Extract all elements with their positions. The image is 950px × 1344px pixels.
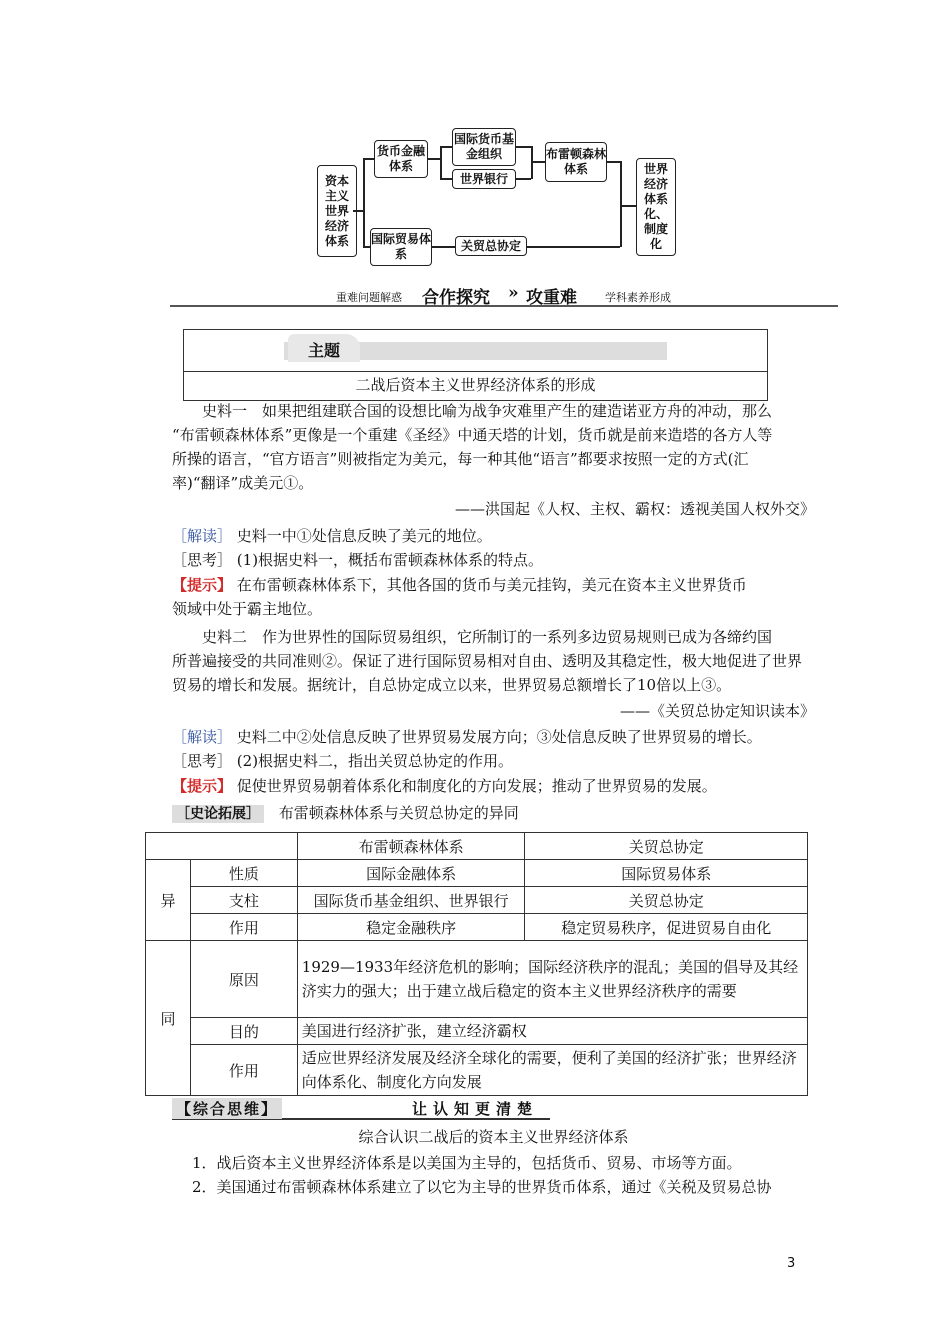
source2-line-1: 史料二 作为世界性的国际贸易组织，它所制订的一系列多边贸易规则已成为各缔约国 [202,628,773,646]
table-cell: 适应世界经济发展及经济全球化的需要，便利了美国的经济扩张；世界经济向体系化、制度化方向发展 [297,1045,807,1096]
table-cell: 支柱 [190,887,297,914]
synthesis-heading [172,1098,550,1120]
diagram-gatt-box: 关贸总协定 [455,236,527,256]
theme-box [183,329,768,401]
table-row [146,887,808,914]
table-cell: 稳定贸易秩序，促进贸易自由化 [525,914,808,941]
source2-think-tag: ［思考］ [172,752,233,770]
diagram-imf-box: 国际货币基金组织 [452,128,516,166]
theme-tab [288,334,360,362]
theme-label: 主题 [308,341,341,360]
banner-arrow: » [508,283,519,303]
source1-interpret-tag: ［解读］ [172,527,233,545]
table-header: 关贸总协定 [525,833,808,860]
banner-main-right: 攻重难 [526,288,577,308]
table-cell: 性质 [190,860,297,887]
source1-line-3: 所操的语言，“官方语言”则被指定为美元，每一种其他“语言”都要求按照一定的方式(汇 [172,450,749,468]
source1-think [172,549,815,572]
synthesis-title: 综合认识二战后的资本主义世界经济体系 [358,1128,629,1146]
source2-citation: ——《关贸总协定知识读本》 [619,702,815,720]
source1-line-2: “布雷顿森林体系”更像是一个重建《圣经》中通天塔的计划，货币就是前来造塔的各方人等 [172,426,773,444]
extension-heading [172,802,519,823]
source2-interpret-tag: ［解读］ [172,728,233,746]
source1-interpret [172,525,815,548]
source1-think-text: (1)根据史料一，概括布雷顿森林体系的特点。 [236,551,544,569]
source1-line-4: 率)“翻译”成美元①。 [172,474,314,492]
diagram-right-box: 世界经济体系化、制度化 [636,158,676,256]
source2-interpret-text: 史料二中②处信息反映了世界贸易发展方向；③处信息反映了世界贸易的增长。 [236,728,762,746]
source2-hint [172,775,815,798]
diagram-worldbank-box: 世界银行 [452,169,516,189]
table-cell: 原因 [190,941,297,1018]
diagram-currency-box: 货币金融体系 [374,140,428,178]
section-banner [170,283,838,307]
table-row [146,941,808,1018]
diff-label: 异 [146,860,191,941]
source1-hint-line-2: 领域中处于霸主地位。 [172,600,323,618]
table-header: 布雷顿森林体系 [297,833,525,860]
banner-main-left: 合作探究 [422,288,490,308]
extension-title: 布雷顿森林体系与关贸总协定的异同 [278,804,519,822]
diagram-bretton-box: 布雷顿森林体系 [545,142,607,182]
table-row [146,1018,808,1045]
table-row [146,860,808,887]
table-header-row [146,833,808,860]
source2-interpret [172,726,815,749]
theme-title: 二战后资本主义世界经济体系的形成 [355,376,596,394]
source1-think-tag: ［思考］ [172,551,233,569]
comparison-table [145,832,808,1096]
banner-right-small: 学科素养形成 [605,291,671,304]
table-cell: 目的 [190,1018,297,1045]
table-cell: 国际货币基金组织、世界银行 [297,887,525,914]
source2-hint-tag: 【提示】 [172,777,233,795]
source2-think-text: (2)根据史料二，指出关贸总协定的作用。 [236,752,514,770]
table-cell: 关贸总协定 [525,887,808,914]
source1-hint-tag: 【提示】 [172,576,233,594]
source1-line-1: 史料一 如果把组建联合国的设想比喻为战争灾难里产生的建造诺亚方舟的冲动，那么 [202,402,773,420]
table-cell: 1929—1933年经济危机的影响；国际经济秩序的混乱；美国的倡导及其经济实力的强大；出于建立战后稳定的资本主义世界经济秩序的需要 [297,941,807,1018]
diagram-trade-box: 国际贸易体系 [370,228,432,266]
table-row [146,914,808,941]
synthesis-item: 2．美国通过布雷顿森林体系建立了以它为主导的世界货币体系，通过《关税及贸易总协 [192,1178,772,1196]
source1-citation: ——洪国起《人权、主权、霸权：透视美国人权外交》 [454,500,815,518]
table-cell: 国际贸易体系 [525,860,808,887]
page-number: 3 [787,1256,796,1271]
source2-line-3: 贸易的增长和发展。据统计，自总协定成立以来，世界贸易总额增长了10倍以上③。 [172,676,732,694]
table-cell: 美国进行经济扩张，建立经济霸权 [297,1018,807,1045]
table-row [146,1045,808,1096]
source2-line-2: 所普遍接受的共同准则②。保证了进行国际贸易相对自由、透明及其稳定性，极大地促进了世界 [172,652,803,670]
table-cell: 稳定金融秩序 [297,914,525,941]
table-cell: 国际金融体系 [297,860,525,887]
extension-tag: ［史论拓展］ [172,805,264,823]
source2-hint-text: 促使世界贸易朝着体系化和制度化的方向发展；推动了世界贸易的发展。 [236,777,717,795]
diagram-left-box: 资本主义世界经济体系 [317,165,357,257]
banner-left-small: 重难问题解惑 [336,291,402,304]
table-cell: 作用 [190,1045,297,1096]
synthesis-tag: 【综合思维】 [172,1098,282,1119]
same-label: 同 [146,941,191,1096]
source1-hint-line-1: 在布雷顿森林体系下，其他各国的货币与美元挂钩，美元在资本主义世界货币 [236,576,747,594]
table-cell: 作用 [190,914,297,941]
synthesis-slogan: 让认知更清楚 [412,1100,539,1118]
source2-think [172,750,815,773]
synthesis-item: 1．战后资本主义世界经济体系是以美国为主导的，包括货币、贸易、市场等方面。 [192,1154,742,1172]
source1-interpret-text: 史料一中①处信息反映了美元的地位。 [236,527,492,545]
source1-hint [172,574,815,597]
